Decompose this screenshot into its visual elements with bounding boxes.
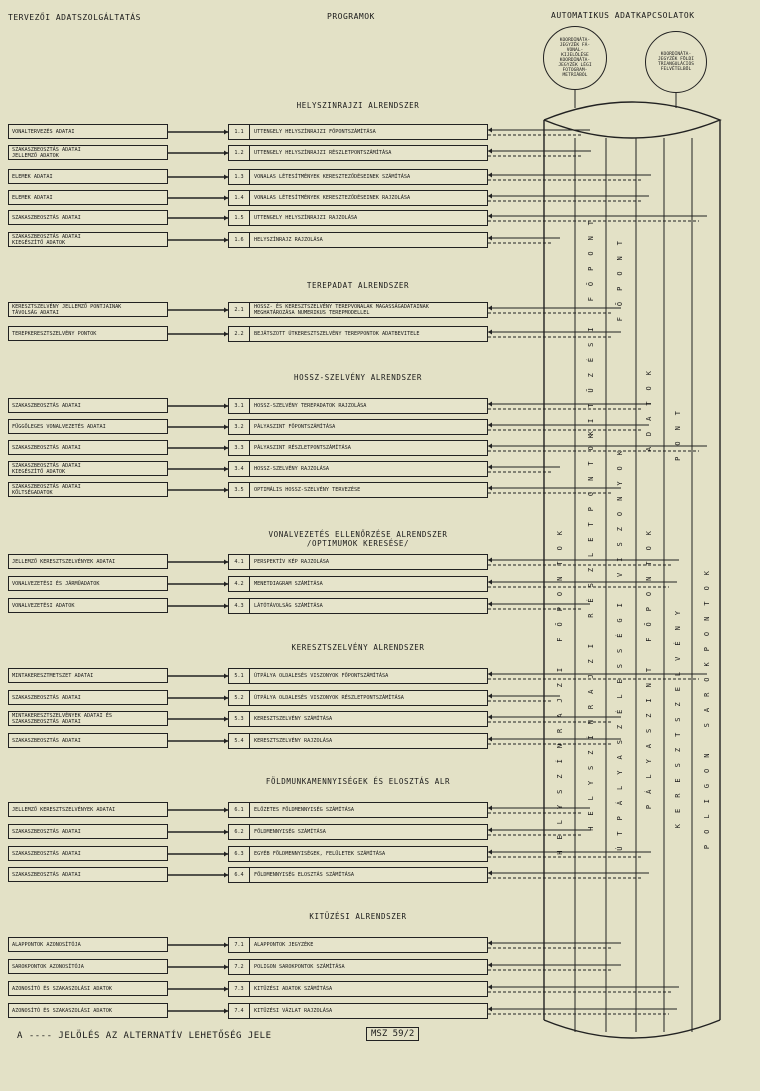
program-number: 6.2 [229, 825, 250, 839]
program-name: FÖLDMENNYISÉG ELOSZTÁS SZÁMÍTÁSA [254, 872, 354, 878]
program-number: 7.4 [229, 1004, 250, 1018]
program-number: 3.4 [229, 462, 250, 476]
program-number: 1.4 [229, 191, 250, 205]
program-name: OPTIMÁLIS HOSSZ-SZELVÉNY TERVEZÉSE [254, 487, 361, 493]
legend-text: A ---- JELÖLÉS AZ ALTERNATÍV LEHETŐSÉG JELE [17, 1031, 272, 1041]
program-number: 2.1 [229, 303, 250, 317]
database-arrow-head [488, 444, 492, 449]
input-data-box: SZAKASZBEOSZTÁS ADATAI [8, 867, 168, 882]
input-data-box: ELEMEK ADATAI [8, 190, 168, 205]
program-name: ÚTPÁLYA OLDALESÉS VISZONYOK RÉSZLETPONTSZÁMÍTÁSA [254, 695, 404, 701]
input-data-box: SZAKASZBEOSZTÁS ADATAI [8, 398, 168, 413]
database-arrow-head [488, 871, 492, 876]
database-column-label: PÁLYASZINT FŐPONTOK [645, 520, 653, 810]
input-data-box: AZONOSÍTÓ ÉS SZAKASZOLÁSI ADATOK [8, 1003, 168, 1018]
program-box [228, 482, 488, 498]
program-number: 7.1 [229, 938, 250, 952]
program-name: VONALAS LÉTESÍTMÉNYEK KERESZTEZŐDÉSEINEK SZÁMÍTÁSA [254, 174, 411, 180]
input-data-box: SZAKASZBEOSZTÁS ADATAI [8, 690, 168, 705]
database-arrow-head [488, 985, 492, 990]
program-name: VONALAS LÉTESÍTMÉNYEK KERESZTEZŐDÉSEINEK RAJZOLÁSA [254, 195, 411, 201]
program-box [228, 867, 488, 883]
database-arrow-head [488, 402, 492, 407]
database-column-extra-label: KITŰZÉSI FŐPONT [587, 210, 595, 439]
input-data-box: SZAKASZBEOSZTÁS ADATAI [8, 824, 168, 839]
program-box [228, 461, 488, 477]
input-data-box: ALAPPONTOK AZONOSÍTÓJA [8, 937, 168, 952]
database-arrow-head [488, 558, 492, 563]
input-data-box: SZAKASZBEOSZTÁS ADATAI [8, 440, 168, 455]
database-arrow-head [488, 737, 492, 742]
database-column-label: HELYSZÍNRAJZI FŐPONTOK [556, 520, 564, 855]
program-number: 1.1 [229, 125, 250, 139]
database-arrow-head [488, 194, 492, 199]
program-box [228, 576, 488, 592]
program-name: KITŰZÉSI ADATOK SZÁMÍTÁSA [254, 986, 333, 992]
program-name: PÁLYASZINT FŐPONTSZÁMÍTÁSA [254, 424, 336, 430]
database-arrow-head [488, 486, 492, 491]
input-data-box: SZAKASZBEOSZTÁS ADATAI KIEGÉSZÍTŐ ADATOK [8, 461, 168, 476]
program-box [228, 210, 488, 226]
program-number: 7.3 [229, 982, 250, 996]
program-name: LÁTÓTÁVOLSÁG SZÁMÍTÁSA [254, 603, 323, 609]
program-box [228, 398, 488, 414]
header-right: AUTOMATIKUS ADATKAPCSOLATOK [551, 11, 695, 20]
input-data-box: SZAKASZBEOSZTÁS ADATAI [8, 210, 168, 225]
program-name: HELYSZÍNRAJZ RAJZOLÁSA [254, 237, 323, 243]
database-arrow-head [488, 806, 492, 811]
database-arrow-head [488, 850, 492, 855]
program-name: KERESZTSZELVÉNY SZÁMÍTÁSA [254, 716, 333, 722]
program-number: 4.2 [229, 577, 250, 591]
header-center: PROGRAMOK [327, 12, 375, 21]
input-data-box: JELLEMZŐ KERESZTSZELVÉNYEK ADATAI [8, 802, 168, 817]
program-number: 3.1 [229, 399, 250, 413]
database-arrow-head [488, 330, 492, 335]
section-title: HOSSZ-SZELVÉNY ALRENDSZER [294, 373, 422, 382]
program-number: 5.1 [229, 669, 250, 683]
database-column-label: KERESZTSZELVÉNY [674, 600, 682, 829]
program-number: 6.3 [229, 847, 250, 861]
program-name: HOSSZ- ÉS KERESZTSZELVÉNY TEREPVONALAK MAGASSÁGADATAINAK MEGHATÁROZÁSA NUMERIKUS TEREPMODELLEL [254, 304, 429, 316]
program-name: HOSSZ-SZELVÉNY RAJZOLÁSA [254, 466, 329, 472]
program-name: PERSPEKTÍV KÉP RAJZOLÁSA [254, 559, 329, 565]
database-arrow-head [488, 694, 492, 699]
section-title: KITÜZÉSI ALRENDSZER [309, 912, 407, 921]
program-box [228, 824, 488, 840]
program-name: ELŐZETES FÖLDMENNYISÉG SZÁMÍTÁSA [254, 807, 354, 813]
program-name: EGYÉB FÖLDMENNYISÉGEK, FELÜLETEK SZÁMÍTÁSA [254, 851, 386, 857]
program-box [228, 440, 488, 456]
program-number: 5.3 [229, 712, 250, 726]
database-arrow-head [488, 214, 492, 219]
program-box [228, 124, 488, 140]
program-name: UTTENGELY HELYSZÍNRAJZI FŐPONTSZÁMÍTÁSA [254, 129, 376, 135]
program-name: ÚTPÁLYA OLDALESÉS VISZONYOK FŐPONTSZÁMÍTÁSA [254, 673, 389, 679]
database-arrow-head [488, 941, 492, 946]
program-box [228, 419, 488, 435]
input-data-box: FÜGGŐLEGES VONALVEZETÉS ADATAI [8, 419, 168, 434]
database-arrow-head [488, 465, 492, 470]
input-data-box: SZAKASZBEOSZTÁS ADATAI KÖLTSÉGADATOK [8, 482, 168, 497]
program-name: BEJÁTSZOTT ÚTKERESZTSZELVÉNY TEREPPONTOK ADATBEVITELE [254, 331, 420, 337]
program-box [228, 598, 488, 614]
program-number: 2.2 [229, 327, 250, 341]
database-column-extra-label: ADATOK [645, 360, 653, 452]
program-name: MENETDIAGRAM SZÁMÍTÁSA [254, 581, 323, 587]
program-number: 6.1 [229, 803, 250, 817]
program-box [228, 846, 488, 862]
database-arrow-head [488, 423, 492, 428]
database-arrow-head [488, 602, 492, 607]
database-column-extra-label: FŐPONT [616, 230, 624, 322]
program-box [228, 802, 488, 818]
input-data-box: JELLEMZŐ KERESZTSZELVÉNYEK ADATAI [8, 554, 168, 569]
program-box [228, 554, 488, 570]
program-number: 3.2 [229, 420, 250, 434]
program-box [228, 232, 488, 248]
input-data-box: TEREPKERESZTSZELVÉNY PONTOK [8, 326, 168, 341]
program-box [228, 190, 488, 206]
database-column-extra-label: PONT [674, 400, 682, 461]
section-title: TEREPADAT ALRENDSZER [306, 281, 410, 290]
program-number: 5.4 [229, 734, 250, 748]
input-data-box: MINTAKERESZTMETSZET ADATAI [8, 668, 168, 683]
database-arrow-head [488, 128, 492, 133]
section-title: VONALVEZETÉS ELLENŐRZÉSE ALRENDSZER /OPTIMUMOK KERESÉSE/ [268, 530, 448, 548]
input-data-box: VONALVEZETÉSI ÉS JÁRMŰADATOK [8, 576, 168, 591]
program-box [228, 959, 488, 975]
program-number: 3.3 [229, 441, 250, 455]
input-data-box: SZAKASZBEOSZTÁS ADATAI [8, 733, 168, 748]
program-number: 1.5 [229, 211, 250, 225]
circle-source-1: KOORDINÁTA- JEGYZÉK FÁ- VONAL- KIJELÖLÉSE KOORDINÁTA- JEGYZÉK LÉGI FOTOGRAM- METRIÁBÓL [543, 26, 607, 90]
program-number: 7.2 [229, 960, 250, 974]
database-arrow-head [488, 236, 492, 241]
section-title: HELYSZINRAJZI ALRENDSZER [296, 101, 420, 110]
database-arrow-head [488, 672, 492, 677]
document-code: MSZ 59/2 [366, 1027, 419, 1041]
program-number: 5.2 [229, 691, 250, 705]
database-arrow-head [488, 1007, 492, 1012]
program-number: 1.6 [229, 233, 250, 247]
input-data-box: AZONOSÍTÓ ÉS SZAKASZOLÁSI ADATOK [8, 981, 168, 996]
program-number: 3.5 [229, 483, 250, 497]
program-box [228, 302, 488, 318]
program-name: FÖLDMENNYISÉG SZÁMÍTÁSA [254, 829, 326, 835]
program-box [228, 169, 488, 185]
database-column-label: HELYSZÍNRAJZI RÉSZLETPONTOK [587, 420, 595, 831]
program-box [228, 326, 488, 342]
program-box [228, 145, 488, 161]
program-number: 4.3 [229, 599, 250, 613]
program-name: POLIGON SAROKPONTOK SZÁMÍTÁSA [254, 964, 345, 970]
input-data-box: SZAKASZBEOSZTÁS ADATAI KIEGÉSZÍTŐ ADATOK [8, 232, 168, 247]
input-data-box: SZAKASZBEOSZTÁS ADATAI JELLEMZŐ ADATOK [8, 145, 168, 160]
program-name: KITŰZÉSI VÁZLAT RAJZOLÁSA [254, 1008, 333, 1014]
database-cylinder-top [544, 102, 720, 138]
program-name: HOSSZ-SZELVÉNY TEREPADATOK RAJZOLÁSA [254, 403, 367, 409]
program-box [228, 937, 488, 953]
database-column-label: POLIGON SAROKPONTOK [703, 560, 711, 850]
program-number: 1.3 [229, 170, 250, 184]
section-title: FÖLDMUNKAMENNYISÉGEK ÉS ELOSZTÁS ALR [265, 777, 451, 786]
program-name: UTTENGELY HELYSZÍNRAJZI RAJZOLÁSA [254, 215, 358, 221]
database-arrow-head [488, 580, 492, 585]
program-box [228, 668, 488, 684]
program-box [228, 733, 488, 749]
program-box [228, 690, 488, 706]
section-title: KERESZTSZELVÉNY ALRENDSZER [291, 643, 425, 652]
database-column-label: ÚTPÁLYASZÉLESSÉGI VISZONYOK [616, 440, 624, 851]
program-number: 4.1 [229, 555, 250, 569]
header-left: TERVEZŐI ADATSZOLGÁLTATÁS [8, 13, 141, 22]
input-data-box: KERESZTSZELVÉNY JELLEMZŐ PONTJAINAK TÁVOLSÁG ADATAI [8, 302, 168, 317]
database-arrow-head [488, 173, 492, 178]
circle-source-2: KOORDINÁTA- JEGYZÉK FÖLDI TRIANGULÁCIÓS FELVÉTELBŐL [645, 31, 707, 93]
program-name: KERESZTSZELVÉNY RAJZOLÁSA [254, 738, 333, 744]
input-data-box: SZAKASZBEOSZTÁS ADATAI [8, 846, 168, 861]
program-number: 6.4 [229, 868, 250, 882]
input-data-box: MINTAKERESZTSZELVÉNYEK ADATAI ÉS SZAKASZBEOSZTÁS ADATAI [8, 711, 168, 726]
input-data-box: SAROKPONTOK AZONOSÍTÓJA [8, 959, 168, 974]
input-data-box: ELEMEK ADATAI [8, 169, 168, 184]
program-box [228, 1003, 488, 1019]
program-name: UTTENGELY HELYSZÍNRAJZI RÉSZLETPONTSZÁMÍTÁSA [254, 150, 392, 156]
program-number: 1.2 [229, 146, 250, 160]
database-arrow-head [488, 715, 492, 720]
input-data-box: VONALTERVEZÉS ADATAI [8, 124, 168, 139]
database-cylinder-bottom [544, 1020, 720, 1038]
database-arrow-head [488, 306, 492, 311]
program-name: PÁLYASZINT RÉSZLETPONTSZÁMÍTÁSA [254, 445, 351, 451]
database-arrow-head [488, 828, 492, 833]
input-data-box: VONALVEZETÉSI ADATOK [8, 598, 168, 613]
program-name: ALAPPONTOK JEGYZÉKE [254, 942, 314, 948]
program-box [228, 981, 488, 997]
database-arrow-head [488, 963, 492, 968]
database-arrow-head [488, 149, 492, 154]
program-box [228, 711, 488, 727]
